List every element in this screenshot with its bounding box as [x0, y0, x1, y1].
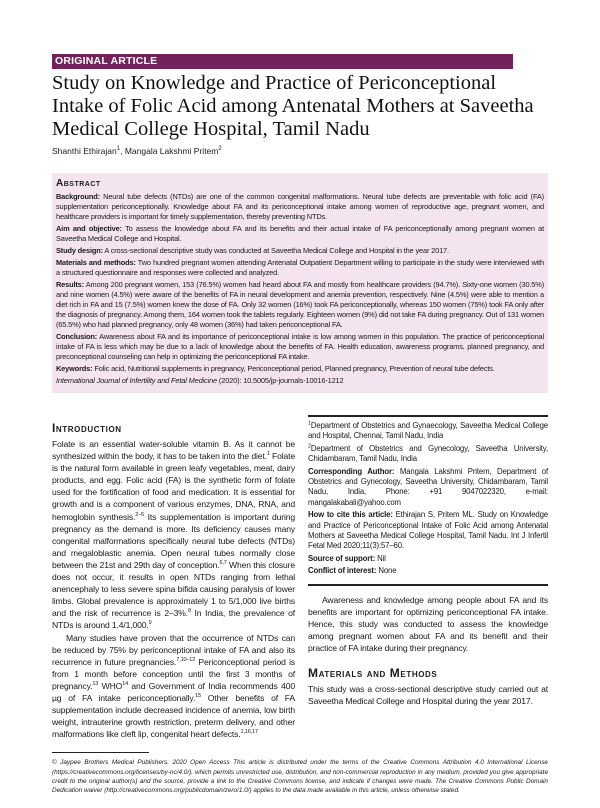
author-name: Mangala Lakshmi Pritem: [124, 146, 219, 156]
sup: 2: [308, 443, 311, 450]
text: A cross-sectional descriptive study was conducted at Saveetha Medical College and Hospital in the year 2017.: [102, 246, 449, 255]
abstract-design: [56, 246, 544, 256]
text: Nil: [375, 553, 386, 563]
introduction-heading: Introduction: [52, 421, 122, 435]
abstract-results: [56, 280, 544, 330]
label: Results:: [56, 280, 84, 289]
ref: 1,16,17: [240, 729, 258, 736]
label: Source of support:: [308, 553, 376, 563]
abstract-conclusion: [56, 332, 544, 362]
affiliation-2: [308, 444, 548, 465]
intro-paragraph-1: [52, 438, 295, 632]
text: When this closure does not occur, it results in open NTDs ranging from lethal anencephaly to less severe spina bifida causing paralysis of lower limbs. Global prevalence is approximately 1 to 5/1,000 live births and the risk of recurrence is 2–3%.: [52, 559, 295, 619]
doi: (2020): 10.5005/jp-journals-10016-1212: [217, 376, 344, 385]
text: Folate is an essential water-soluble vitamin B. As it cannot be synthesized within the body, it has to be taken into the diet.: [52, 439, 295, 462]
label: Conflict of interest:: [308, 566, 377, 576]
text: Among 200 pregnant women, 153 (76.5%) women had heard about FA and mostly from healthcare providers (94.7%). Sixty-one women (30.5%) and nine women (4.5%) were aware of the benefits of FA in neural development and anemia prevention, respectively. Nine (4.5%) were able to mention a diet rich in FA and 15 (7.5%) women knew the dose of FA. Only 32 women (16%) took FA periconceptionally, whereas 150 women (75%) took FA only after the diagnosis of pregnancy. Among them, 164 women took the tablets regularly. Eighteen women (9%) did not take FA during pregnancy. Out of 131 women (65.5%) who had planned pregnancy, only 48 women (36%) had taken periconceptional FA.: [56, 280, 544, 329]
intro-paragraph-3: Awareness and knowledge among people about FA and its benefits are important for optimizing periconceptional FA intake. Hence, this study was conducted to assess the knowledge among pregnant women about FA and its benefit and their practice of FA intake during their pregnancy.: [308, 594, 548, 654]
text: Folic acid, Nutritional supplements in pregnancy, Periconceptional period, Planned pregnancy, Prevention of neural tube defects.: [92, 364, 495, 373]
how-to-cite: [308, 510, 548, 552]
text: Ethirajan S, Pritem ML. Study on Knowledge and Practice of Periconceptional Intake of Folic Acid among Antenatal Mothers at Saveetha Medical College Hospital, Tamil Nadu. Int J Infertil Fetal Med 2020;11(3):57–60.: [308, 510, 548, 551]
license-footnote: [52, 752, 548, 795]
text: Periconceptional period is from 1 month before conception until the first 3 months of pregnancy.: [52, 656, 295, 691]
ref: 2–5: [135, 511, 145, 518]
affiliation-1: [308, 421, 548, 442]
abstract-heading: Abstract: [56, 178, 101, 189]
ref: 9: [148, 620, 152, 627]
conflict-of-interest: [308, 566, 548, 576]
article-title: Study on Knowledge and Practice of Periconceptional Intake of Folic Acid among Antenatal Mothers at Saveetha Medical College Hospital, Tamil Nadu: [52, 72, 534, 140]
article-info-box: [308, 415, 548, 586]
label: Aim and objective:: [56, 224, 122, 233]
abstract-keywords: [56, 364, 544, 374]
label: Corresponding Author:: [308, 466, 395, 476]
ref: 13: [92, 681, 99, 688]
ref: 7,10–12: [176, 656, 196, 663]
corresponding-author: [308, 467, 548, 509]
text: Department of Obstetrics and Gynecology, Saveetha University, Chidambaram, Tamil Nadu, India: [308, 443, 548, 464]
text: Folate is the natural form available in green leafy vegetables, meat, dairy products, and egg. Folic acid (FA) is the synthetic form of folate used for the fortification of food and medication. It is essential for growth and is a component of various enzymes, DNA, RNA, and hemoglobin synthesis.: [52, 451, 295, 522]
author-name: Shanthi Ethirajan: [52, 146, 117, 156]
label: Study design:: [56, 246, 103, 255]
text: WHO: [98, 680, 123, 691]
ref: 1: [266, 451, 270, 458]
text: Department of Obstetrics and Gynaecology, Saveetha Medical College and Hospital, Chennai, Tamil Nadu, India: [308, 421, 548, 441]
text: Many studies have proven that the occurrence of NTDs can be reduced by 75% by periconceptional intake of FA and also its recurrence in future pregnancies.: [52, 632, 295, 667]
text: Its supplementation is important during pregnancy as the demand is more. Its deficiency causes many congenital malformations specifically neural tube defects (NTDs) and megaloblastic anemia. Open neural tubes normally close between the 21st and 29th day of conception.: [52, 511, 295, 570]
abstract-aim: [56, 224, 544, 244]
label: How to cite this article:: [308, 510, 393, 520]
text: Neural tube defects (NTDs) are one of the common congenital malformations. Neural tube defects are preventable with folic acid (FA) supplementation periconceptionally. Knowledge about FA and its periconceptional intake among women of reproductive age, pregnant women, and healthcare providers is important for timely supplementation, thereby preventing NTDs.: [56, 192, 544, 221]
methods-paragraph: This study was a cross-sectional descriptive study carried out at Saveetha Medical College and Hospital during the year 2017.: [308, 684, 548, 707]
right-column: [308, 415, 548, 740]
label: Conclusion:: [56, 332, 98, 341]
text: Other benefits of FA supplementation include decreased incidence of anemia, low birth weight, intrauterine growth restriction, preterm delivery, and other malformations like cleft lip, congenital heart defects.: [52, 692, 295, 740]
abstract-background: [56, 192, 544, 222]
abstract-box: [52, 173, 548, 393]
license-text: © Jaypee Brothers Medical Publishers. 2020 Open Access This article is distributed under the terms of the Creative Commons Attribution 4.0 International License (https://creativecommons.org/licenses/by-nc/4.0/), which permits unrestricted use, distribution, and non-commercial reproduction in any medium, provided you give appropriate credit to the original author(s) and the source, provide a link to the Creative Commons license, and indicate if changes were made. The Creative Commons Public Domain Dedication waiver (http://creativecommons.org/publicdomain/zero/1.0/) applies to the data made available in this article, unless otherwise stated.: [52, 759, 548, 795]
ref: 8: [187, 608, 191, 615]
article-type-banner: ORIGINAL ARTICLE: [52, 54, 513, 69]
two-column-body: [52, 415, 548, 740]
journal-name: International Journal of Infertility and Fetal Medicine: [56, 376, 218, 385]
text: None: [376, 566, 397, 576]
intro-paragraph-2: [52, 632, 295, 741]
methods-heading: Materials and Methods: [308, 666, 438, 681]
authors: Shanthi Ethirajan$^1$, Mangala Lakshmi Pritem$^2$: [52, 146, 222, 156]
label: Materials and methods:: [56, 258, 136, 267]
source-of-support: [308, 554, 548, 564]
sup: 1: [308, 420, 311, 427]
abstract-methods: [56, 258, 544, 278]
footnote-rule: [52, 752, 149, 753]
author-sup: 1: [116, 146, 121, 153]
ref: 14: [122, 681, 129, 688]
abstract-citation: [56, 376, 544, 386]
ref: 6,7: [219, 560, 227, 567]
text: Awareness about FA and its importance of periconceptional intake is low among women in this population. The practice of periconceptional intake of FA is less which may be due to a lack of knowledge about the benefits of FA. Health education, awareness programs, planned pregnancy, and preconceptional counseling can help in optimizing the periconceptional FA intake.: [56, 332, 544, 361]
text: In India, the prevalence of NTDs is around 1.4/1,000.: [52, 608, 295, 631]
ref: 15: [195, 693, 201, 700]
text: Two hundred pregnant women attending Antenatal Outpatient Department willing to participate in the study were interviewed with a structured questionnaire and responses were collected and analyzed.: [56, 258, 544, 277]
text: To assess the knowledge about FA and its benefits and their actual intake of FA periconceptionally among pregnant women at Saveetha Medical College and Hospital.: [56, 224, 544, 243]
left-column: [52, 415, 295, 740]
author-sup: 2: [218, 146, 222, 153]
text: and Government of India recommends 400 µg of FA intake periconceptionally.: [52, 680, 295, 703]
label: Background:: [56, 192, 100, 201]
text: Mangala Lakshmi Pritem, Department of Obstetrics and Gynecology, Saveetha University, Chidambaram, Tamil Nadu, India, Phone: +91 9047022320, e-mail: mangalakabali@yahoo.com: [308, 466, 548, 507]
label: Keywords:: [56, 364, 93, 373]
